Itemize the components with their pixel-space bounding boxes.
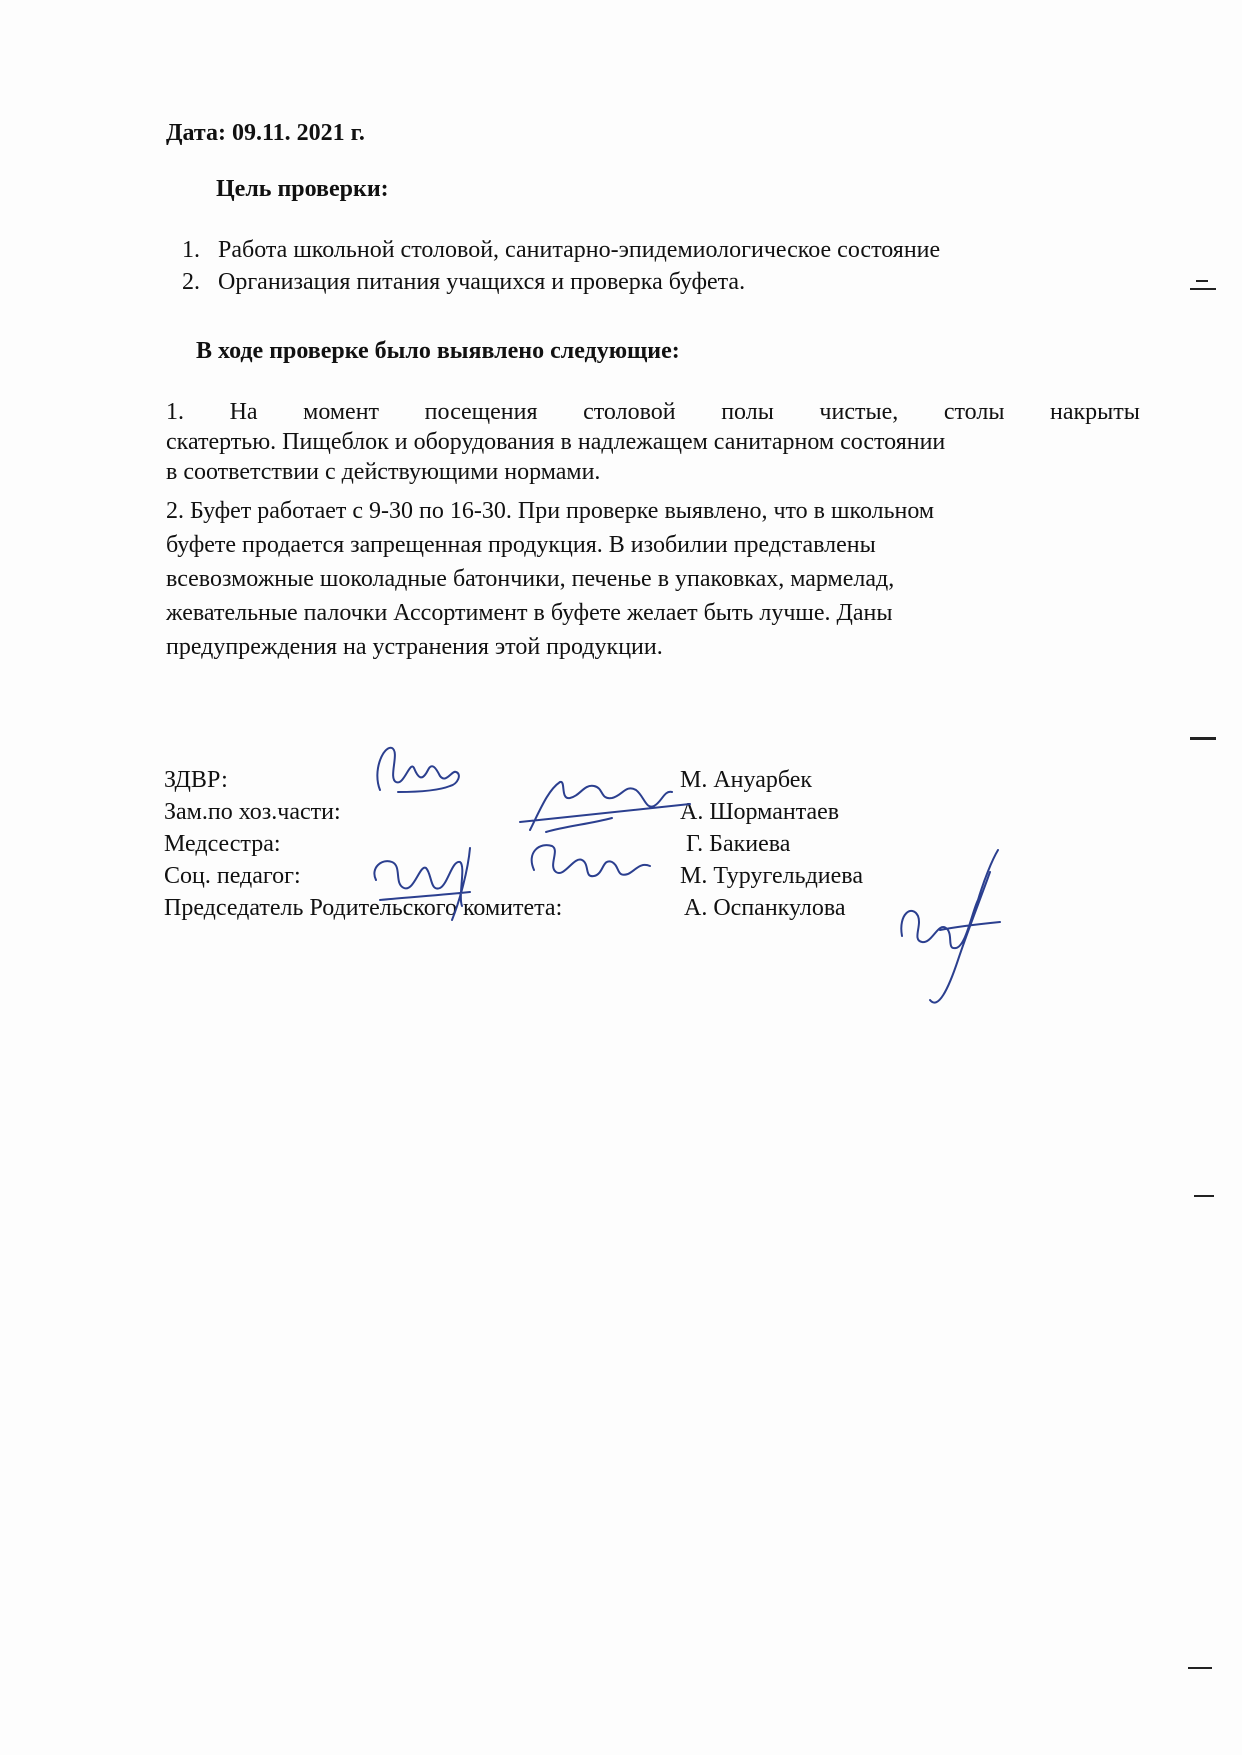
signature-nurse xyxy=(532,845,650,876)
word: На xyxy=(229,399,258,425)
word: 1. xyxy=(166,399,184,425)
finding-item-1 xyxy=(166,397,1140,487)
scan-edge-mark xyxy=(1188,1667,1212,1669)
signature-deputy xyxy=(520,782,690,832)
signature-role: Зам.по хоз.части: xyxy=(164,799,341,825)
signature-role: Соц. педагог: xyxy=(164,863,301,889)
finding-item-2-line: буфете продается запрещенная продукция. В изобилии представлены xyxy=(166,532,876,558)
finding-item-1-line-2: скатертью. Пищеблок и оборудования в надлежащем санитарном состоянии xyxy=(166,429,946,455)
findings-heading: В ходе проверке было выявлено следующие: xyxy=(196,338,680,364)
signature-name: А. Шормантаев xyxy=(680,799,840,825)
word: посещения xyxy=(424,399,538,425)
list-item-number: 1. xyxy=(182,237,200,263)
word: столовой xyxy=(583,399,676,425)
signature-zdvr xyxy=(377,748,459,792)
scan-edge-mark xyxy=(1196,280,1208,282)
word: чистые, xyxy=(819,399,899,425)
finding-item-1-line-1 xyxy=(166,397,1140,427)
word: момент xyxy=(303,399,380,425)
word: полы xyxy=(721,399,774,425)
signature-role: Медсестра: xyxy=(164,831,281,857)
scan-edge-mark xyxy=(1190,737,1216,740)
list-item xyxy=(182,234,940,266)
list-item-text: Работа школьной столовой, санитарно-эпидемиологическое состояние xyxy=(218,237,941,263)
word: накрыты xyxy=(1050,399,1140,425)
list-item xyxy=(182,266,940,298)
finding-item-2-line: всевозможные шоколадные батончики, печенье в упаковках, мармелад, xyxy=(166,566,895,592)
purpose-list xyxy=(182,234,940,298)
finding-item-2-line: предупреждения на устранения этой продукции. xyxy=(166,634,663,660)
scan-edge-mark xyxy=(1194,1195,1214,1197)
signature-role: ЗДВР: xyxy=(164,767,228,793)
scan-edge-mark xyxy=(1190,288,1216,290)
finding-item-2-line: 2. Буфет работает с 9-30 по 16-30. При проверке выявлено, что в школьном xyxy=(166,498,935,524)
signature-parent-committee xyxy=(901,850,1000,1003)
finding-item-2 xyxy=(166,494,1156,664)
signature-name: М. Ануарбек xyxy=(680,767,813,793)
signature-name: М. Туругельдиева xyxy=(680,863,863,889)
document-date: Дата: 09.11. 2021 г. xyxy=(166,120,365,146)
list-item-number: 2. xyxy=(182,269,200,295)
purpose-heading: Цель проверки: xyxy=(216,176,389,202)
word: столы xyxy=(943,399,1005,425)
signature-name: Г. Бакиева xyxy=(686,831,791,857)
finding-item-1-line-3: в соответствии с действующими нормами. xyxy=(166,459,601,485)
signature-name: А. Оспанкулова xyxy=(684,895,846,921)
list-item-text: Организация питания учащихся и проверка буфета. xyxy=(218,269,746,295)
signature-role: Председатель Родительского комитета: xyxy=(164,895,563,921)
finding-item-2-line: жевательные палочки Ассортимент в буфете желает быть лучше. Даны xyxy=(166,600,893,626)
